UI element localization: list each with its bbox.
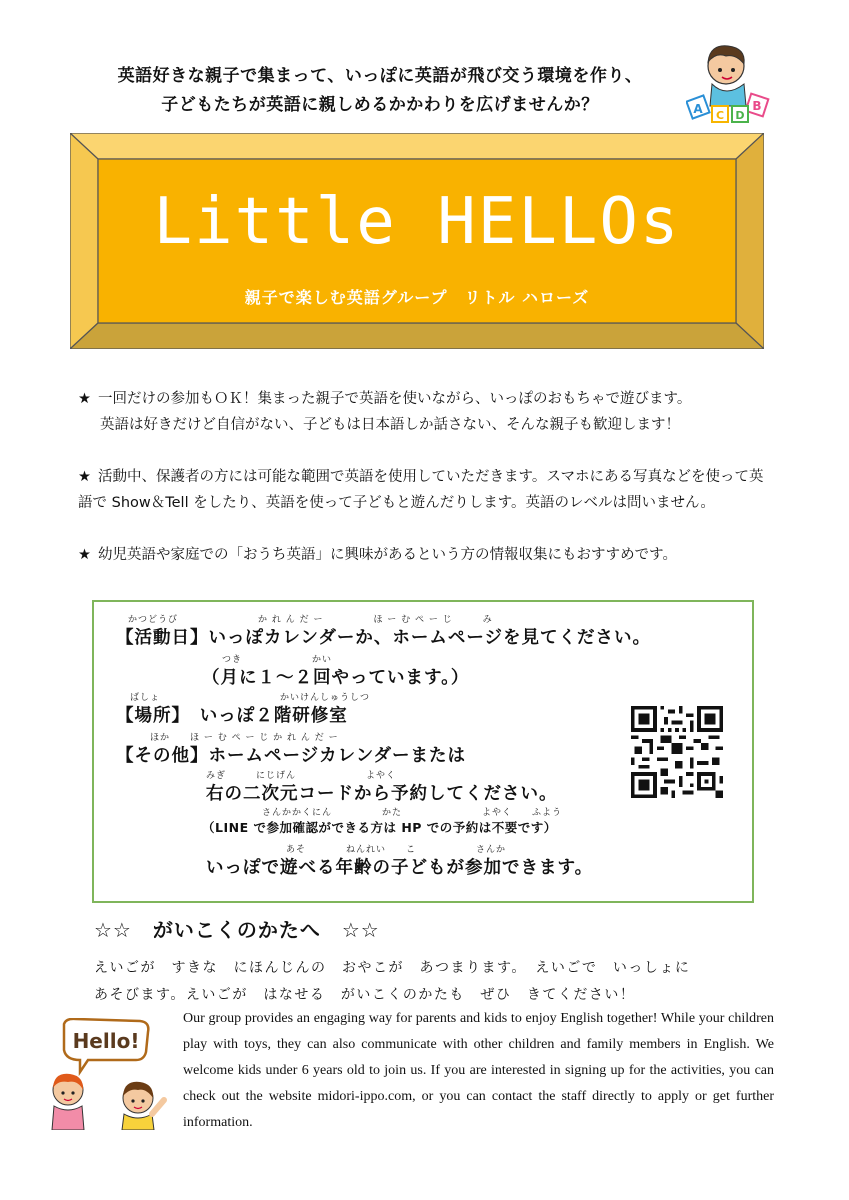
foreign-residents-heading: ☆☆ がいこくのかたへ ☆☆ bbox=[94, 918, 380, 942]
child-with-blocks-illustration bbox=[686, 40, 778, 126]
foreign-residents-hiragana bbox=[94, 955, 774, 1009]
furigana: さんかかくにん かた よやく ふよう bbox=[262, 808, 563, 818]
info-activity-day: 【活動日】いっぽカレンダーか、ホームページを見てください。 bbox=[116, 628, 652, 648]
svg-text:Hello!: Hello! bbox=[72, 1029, 140, 1053]
intro-line-1: 英語好きな親子で集まって、いっぽに英語が飛び交う環境を作り、 bbox=[117, 66, 643, 86]
feature-text-continued: 英語は好きだけど自信がない、子どもは日本語しか話さない、そんな親子も歓迎します！ bbox=[100, 417, 680, 433]
title-banner bbox=[70, 133, 764, 349]
info-age: いっぽで遊べる年齢の子どもが参加できます。 bbox=[206, 858, 594, 878]
intro-line-2: 子どもたちが英語に親しめるかかわりを広げませんか？ bbox=[161, 95, 599, 115]
child-figure bbox=[708, 46, 746, 106]
furigana: ばしょ かいけんしゅうしつ bbox=[130, 693, 371, 703]
banner-subtitle: 親子で楽しむ英語グループ リトル ハローズ bbox=[244, 288, 590, 307]
hello-speech-bubble bbox=[64, 1019, 148, 1072]
info-reservation: 右の二次元コードから予約してください。 bbox=[206, 784, 558, 804]
kids-hello-illustration bbox=[44, 1018, 176, 1130]
feature-text: 一回だけの参加もＯＫ！集まった親子で英語を使いながら、いっぽのおもちゃで遊びます。 bbox=[98, 391, 692, 407]
info-other: 【その他】ホームページカレンダーまたは bbox=[116, 746, 467, 766]
info-line-note: （LINE で参加確認ができる方は HP での予約は不要です） bbox=[202, 820, 557, 835]
intro-text bbox=[70, 62, 690, 120]
feature-text: 幼児英語や家庭での「おうち英語」に興味があるという方の情報収集にもおすすめです。 bbox=[98, 547, 677, 563]
qr-code[interactable] bbox=[631, 706, 723, 798]
info-box bbox=[92, 600, 754, 903]
info-frequency: （月に１～２回やっています。） bbox=[202, 668, 470, 688]
girl-figure bbox=[52, 1074, 84, 1130]
hiragana-line-1: えいごが すきな にほんじんの おやこが あつまります。 えいごで いっしょに bbox=[94, 960, 691, 976]
svg-text:C: C bbox=[715, 109, 725, 122]
star-icon: ★ bbox=[78, 469, 91, 485]
hiragana-line-2: あそびます。えいごが はなせる がいこくのかたも ぜひ きてください！ bbox=[94, 987, 636, 1003]
svg-text:A: A bbox=[693, 102, 703, 116]
info-place: 【場所】 いっぽ２階研修室 bbox=[116, 706, 348, 726]
banner-title: Little HELLOs bbox=[153, 185, 681, 259]
feature-item bbox=[78, 464, 778, 516]
furigana: あそ ねんれい こ さんか bbox=[286, 845, 507, 855]
letter-block-d bbox=[732, 106, 748, 122]
feature-list bbox=[78, 386, 778, 594]
furigana: つき かい bbox=[222, 655, 333, 665]
letter-block-b bbox=[746, 94, 769, 117]
star-icon: ★ bbox=[78, 547, 91, 563]
furigana: かつどうび か れ ん だ ー ほ ー む ぺ ー じ み bbox=[128, 615, 493, 625]
boy-figure bbox=[122, 1082, 164, 1130]
feature-item bbox=[78, 542, 778, 568]
english-description: Our group provides an engaging way for parents and kids to enjoy English together! While your children play with toys, they can also communicate with other children and family members in English. We welcome kids under 6 years old to join us. If you are interested in signing up for the activities, you can check out the website midori-ippo.com, or you can contact the staff directly to apply or get further information. bbox=[183, 1011, 774, 1130]
feature-text: 活動中、保護者の方には可能な範囲で英語を使用していただきます。スマホにある写真などを使って英語で Show＆Tell をしたり、英語を使って子どもと遊んだりします。英語のレベルは問いません。 bbox=[78, 469, 764, 511]
letter-block-c bbox=[712, 106, 728, 122]
svg-text:B: B bbox=[752, 99, 762, 113]
letter-block-a bbox=[686, 95, 709, 118]
feature-item bbox=[78, 386, 778, 438]
svg-text:D: D bbox=[735, 109, 745, 122]
star-icon: ★ bbox=[78, 391, 91, 407]
furigana: みぎ にじげん よやく bbox=[206, 771, 397, 781]
furigana: ほか ほ ー む ぺ ー じ か れ ん だ ー bbox=[150, 733, 339, 743]
